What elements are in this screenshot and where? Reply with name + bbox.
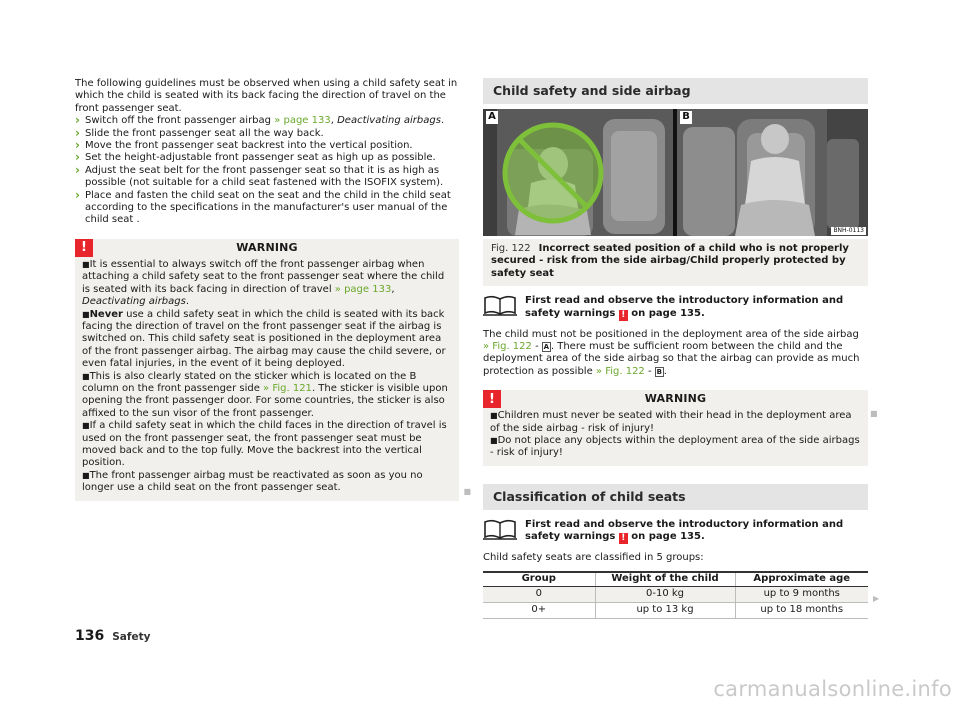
step-item: › Adjust the seat belt for the front passenger seat so that it is as high as possible (not suitable for a child seat fastened with the ISOFIX system). xyxy=(75,165,459,190)
bullet-icon: ■ xyxy=(490,436,498,446)
read-first-note xyxy=(483,294,868,320)
table-cell: up to 9 months xyxy=(735,587,868,603)
warning-text: . xyxy=(185,296,190,308)
step-text: . xyxy=(440,115,445,127)
bullet-icon: ■ xyxy=(82,371,90,381)
bullet-icon: ■ xyxy=(490,411,498,421)
warning-text: , xyxy=(391,283,395,295)
open-book-icon xyxy=(483,518,517,540)
column-header: Approximate age xyxy=(735,572,868,587)
warning-emphasis: Deactivating airbags xyxy=(82,296,186,308)
read-first-page: on page 135. xyxy=(627,307,705,319)
column-header: Weight of the child xyxy=(595,572,735,587)
continued-arrow-icon: ▶ xyxy=(873,594,880,603)
table-cell: up to 18 months xyxy=(735,603,868,619)
step-text: , xyxy=(330,115,338,127)
table-cell: 0 xyxy=(483,587,595,603)
warning-text: . The sticker is visible upon opening the front passenger door. For some countries, the sticker is also affixed to the sun visor of the front passenger. xyxy=(82,382,448,419)
child-unsecured-illustration xyxy=(483,109,673,236)
figure-link[interactable]: » Fig. 122 xyxy=(595,365,645,377)
end-of-section-icon: ■ xyxy=(463,487,471,497)
warning-paragraph xyxy=(82,420,452,470)
table-row xyxy=(483,603,868,619)
figure-number: Fig. 122 xyxy=(491,243,531,254)
read-first-text xyxy=(525,518,868,544)
table-header-row xyxy=(483,572,868,587)
warning-text: It is essential to always switch off the front passenger airbag when attaching a child safety seat to the front passenger seat where the child is seated with its back facing in direction of travel xyxy=(82,258,445,295)
warning-icon: ! xyxy=(75,239,93,257)
column-header: Group xyxy=(483,572,595,587)
step-text: Switch off the front passenger airbag xyxy=(85,115,275,127)
page-number: 136 xyxy=(75,628,105,644)
intro-paragraph: The following guidelines must be observed when using a child safety seat in which the child is seated with its back facing the direction of travel on the front passenger seat. xyxy=(75,78,458,114)
warning-header xyxy=(483,390,868,408)
section-heading: Child safety and side airbag xyxy=(483,78,868,104)
warning-title: WARNING xyxy=(236,240,298,254)
right-column xyxy=(483,78,868,619)
child-seat-illustration xyxy=(677,109,868,236)
figure-caption xyxy=(483,239,868,286)
table-cell: 0-10 kg xyxy=(595,587,735,603)
warning-paragraph xyxy=(82,309,452,371)
warning-box xyxy=(483,390,868,466)
watermark: carmanualsonline.info xyxy=(713,676,952,701)
figure-code: BNH-0113 xyxy=(833,227,864,234)
read-first-lead: First read and observe the introductory information and safety warnings xyxy=(525,295,844,319)
step-item: › Place and fasten the child seat on the seat and the child in the child seat according to the specifications in the manufacturer's user manual of the child seat . xyxy=(75,190,459,227)
page-link[interactable]: » page 133 xyxy=(274,115,331,127)
warning-paragraph xyxy=(490,435,861,460)
warning-paragraph xyxy=(82,259,452,309)
figure-label-a: A xyxy=(486,111,498,124)
warning-text: Children must never be seated with their head in the deployment area of the side airbag - risk of injury! xyxy=(490,410,852,434)
step-item: › Slide the front passenger seat all the way back. xyxy=(75,128,459,140)
open-book-icon xyxy=(483,294,517,316)
child-seat-groups-table xyxy=(483,571,868,620)
read-first-note xyxy=(483,518,868,544)
warning-title: WARNING xyxy=(644,392,707,406)
side-airbag-paragraph xyxy=(483,329,868,379)
read-first-lead: First read and observe the introductory information and safety warnings xyxy=(525,518,844,543)
table-row xyxy=(483,587,868,603)
body-text: . There must be sufficient room between the child and the deployment area of the side airbag so that the airbag can provide as much protection as possible xyxy=(483,341,860,377)
table-cell: up to 13 kg xyxy=(595,603,735,619)
figure-122 xyxy=(483,109,868,236)
warning-paragraph xyxy=(82,371,452,421)
bullet-icon: ■ xyxy=(82,309,90,319)
figure-panel-a xyxy=(483,109,673,236)
body-text: . xyxy=(663,365,667,377)
step-item: › Move the front passenger seat backrest into the vertical position. xyxy=(75,140,459,152)
warning-paragraph xyxy=(82,470,452,495)
caption-text: Incorrect seated position of a child who is not properly secured - risk from the side airbag/Child properly protected by safety seat xyxy=(491,243,849,279)
footer-section-name: Safety xyxy=(112,631,151,643)
warning-icon: ! xyxy=(483,390,501,408)
left-column xyxy=(75,78,471,501)
bullet-icon: ■ xyxy=(82,470,90,480)
figure-link[interactable]: » Fig. 121 xyxy=(263,382,312,394)
table-cell: 0+ xyxy=(483,603,595,619)
step-item: › Set the height-adjustable front passenger seat as high up as possible. xyxy=(75,152,459,164)
warning-text: The front passenger airbag must be reactivated as soon as you no longer use a child seat on the front passenger seat. xyxy=(82,469,423,494)
groups-intro: Child safety seats are classified in 5 groups: xyxy=(483,552,704,564)
end-of-section-icon: ■ xyxy=(870,409,878,418)
read-first-page: on page 135. xyxy=(627,531,705,543)
figure-link[interactable]: » Fig. 122 xyxy=(483,341,532,353)
figure-panel-b xyxy=(677,109,868,236)
warning-text: If a child safety seat in which the child faces in the direction of travel is used on the front passenger seat, the front passenger seat must be moved back and to the top fully. Move the backrest into the vertical position. xyxy=(82,420,447,469)
body-text: - xyxy=(644,365,655,377)
warning-box xyxy=(75,239,471,501)
warning-text: use a child safety seat in which the child is seated with its back facing the direction of travel on the front passenger seat if the airbag is switched on. This child safety seat is positioned in the deployment area of the front passenger airbag. The airbag may cause the child severe, or even fatal injuries, in the event of it being deployed. xyxy=(82,308,446,370)
figure-label-b: B xyxy=(680,111,692,124)
body-text: - xyxy=(531,341,542,353)
warning-text: This is also clearly stated on the sticker which is located on the B column on the front passenger side xyxy=(82,370,417,394)
steps-list xyxy=(75,115,459,227)
warning-text: Do not place any objects within the deployment area of the side airbags - risk of injury! xyxy=(490,435,860,459)
warning-header xyxy=(75,239,459,257)
figure-ref-b: B xyxy=(656,367,662,376)
warning-icon: ! xyxy=(619,310,628,321)
bullet-icon: ■ xyxy=(82,259,90,269)
warning-icon: ! xyxy=(619,533,628,544)
read-first-text xyxy=(525,294,868,320)
bullet-icon: ■ xyxy=(82,421,90,431)
step-emphasis: Deactivating airbags xyxy=(337,115,441,127)
step-item xyxy=(75,115,459,127)
warning-strong: Never xyxy=(89,308,123,320)
page-footer xyxy=(75,630,150,643)
warning-paragraph xyxy=(490,410,861,435)
figure-ref-a: A xyxy=(543,343,550,352)
body-text: The child must not be positioned in the deployment area of the side airbag xyxy=(483,328,859,340)
page-link[interactable]: » page 133 xyxy=(334,283,392,295)
section-heading: Classification of child seats xyxy=(483,484,868,510)
